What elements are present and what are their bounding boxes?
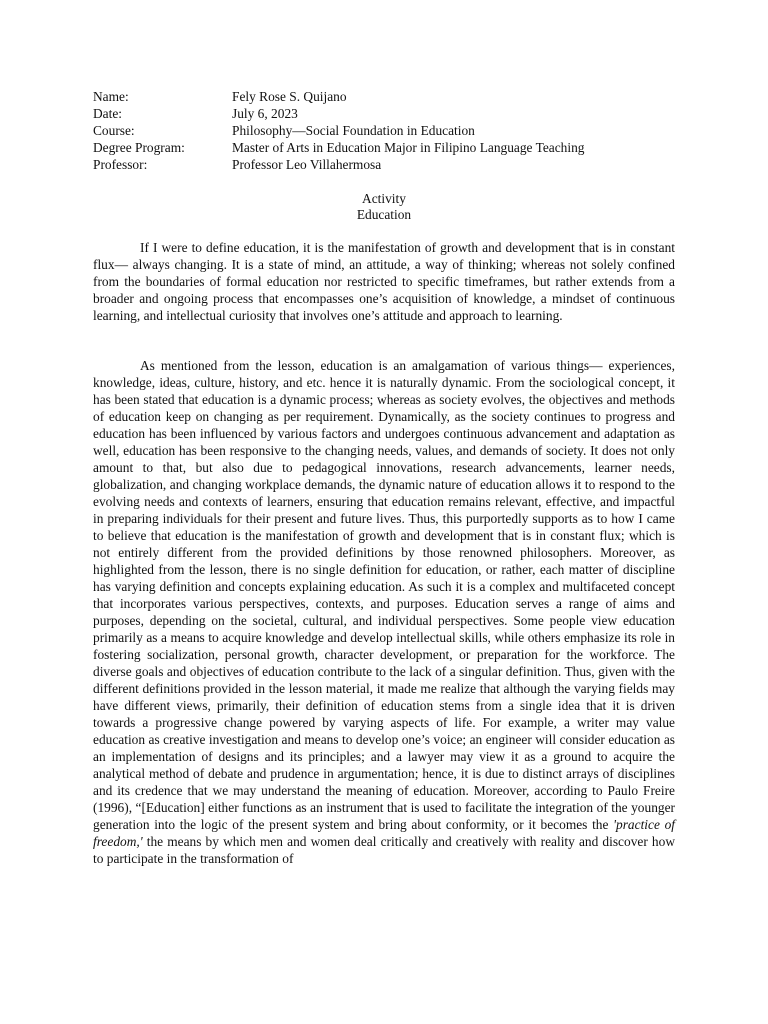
date-label: Date: [93,106,122,121]
name-label: Name: [93,89,129,104]
name-row [93,88,584,105]
date-row [93,105,584,122]
paragraph-2-text-end: the means by which men and women deal critically and creatively with reality and discover how to participate in the transformation of [93,834,675,866]
paragraph-1: If I were to define education, it is the manifestation of growth and development that is in constant flux— always changing. It is a state of mind, an attitude, a way of thinking; whereas not solely confined from the boundaries of formal education nor restricted to specific timeframes, but rather extends from a broader and ongoing process that encompasses one’s acquisition of knowledge, a mindset of continuous learning, and intellectual curiosity that involves one’s attitude and approach to learning. [93,240,675,323]
professor-label: Professor: [93,157,148,172]
paragraph-2-text: As mentioned from the lesson, education is an amalgamation of various things— experiences, knowledge, ideas, culture, history, and etc. hence it is naturally dynamic. From the sociological concept, it has been stated that education is a dynamic process; whereas as society evolves, the objectives and methods of education keep on changing as per requirement. Dynamically, as the society continues to progress and education has been influenced by various factors and undergoes continuous advancement and adaptation as well, education has been responsive to the changing needs, values, and demands of society. It does not only amount to that, but also due to pedagogical innovations, research advancements, learner needs, globalization, and changing workplace demands, the dynamic nature of education allows it to respond to the evolving needs and contexts of learners, ensuring that education remains relevant, effective, and impactful in preparing individuals for their present and future lives. Thus, this purportedly supports as to how I came to believe that education is the manifestation of growth and development that is in constant flux; which is not entirely different from the provided definitions by those renowned philosophers. Moreover, as highlighted from the lesson, there is no single definition for education, or rather, each matter of discipline has varying definition and concepts explaining education. As such it is a complex and multifaceted concept that incorporates various perspectives, contexts, and purposes. Education serves a range of aims and purposes, depending on the societal, cultural, and individual perspectives. Some people view education primarily as a means to acquire knowledge and develop intellectual skills, while others emphasize its role in fostering socialization, personal growth, character development, or preparation for the workforce. The diverse goals and objectives of education contribute to the lack of a singular definition. Thus, given with the different definitions provided in the lesson material, it made me realize that although the varying fields may have different views, primarily, their definition of education stems from a single idea that it is driven towards a progressive change powered by varying aspects of life. For example, a writer may value education as creative investigation and means to develop one’s voice; an engineer will consider education as an implementation of designs and its principles; and a lawyer may view it as a ground to acquire the analytical method of debate and prudence in argumentation; hence, it is due to distinct arrays of disciplines and its credence that we may understand the meaning of education. Moreover, according to Paulo Freire (1996), “[Education] either functions as an instrument that is used to facilitate the integration of the younger generation into the logic of the present system and bring about conformity, or it becomes the [93,358,675,832]
activity-title: Activity [362,191,406,206]
professor-row [93,156,584,173]
date-value: July 6, 2023 [232,106,298,121]
professor-value: Professor Leo Villahermosa [232,157,382,172]
degree-row [93,139,584,156]
course-row [93,122,584,139]
document-title: Education [356,207,412,222]
paragraph-2 [93,357,675,867]
course-value: Philosophy—Social Foundation in Education [232,123,475,138]
name-value: Fely Rose S. Quijano [232,89,347,104]
course-label: Course: [93,123,135,138]
header-info [93,88,584,173]
degree-label: Degree Program: [93,140,185,155]
paragraph-2-italic-quote: 'practice of freedom,' [93,817,676,849]
degree-value: Master of Arts in Education Major in Filipino Language Teaching [232,140,585,155]
